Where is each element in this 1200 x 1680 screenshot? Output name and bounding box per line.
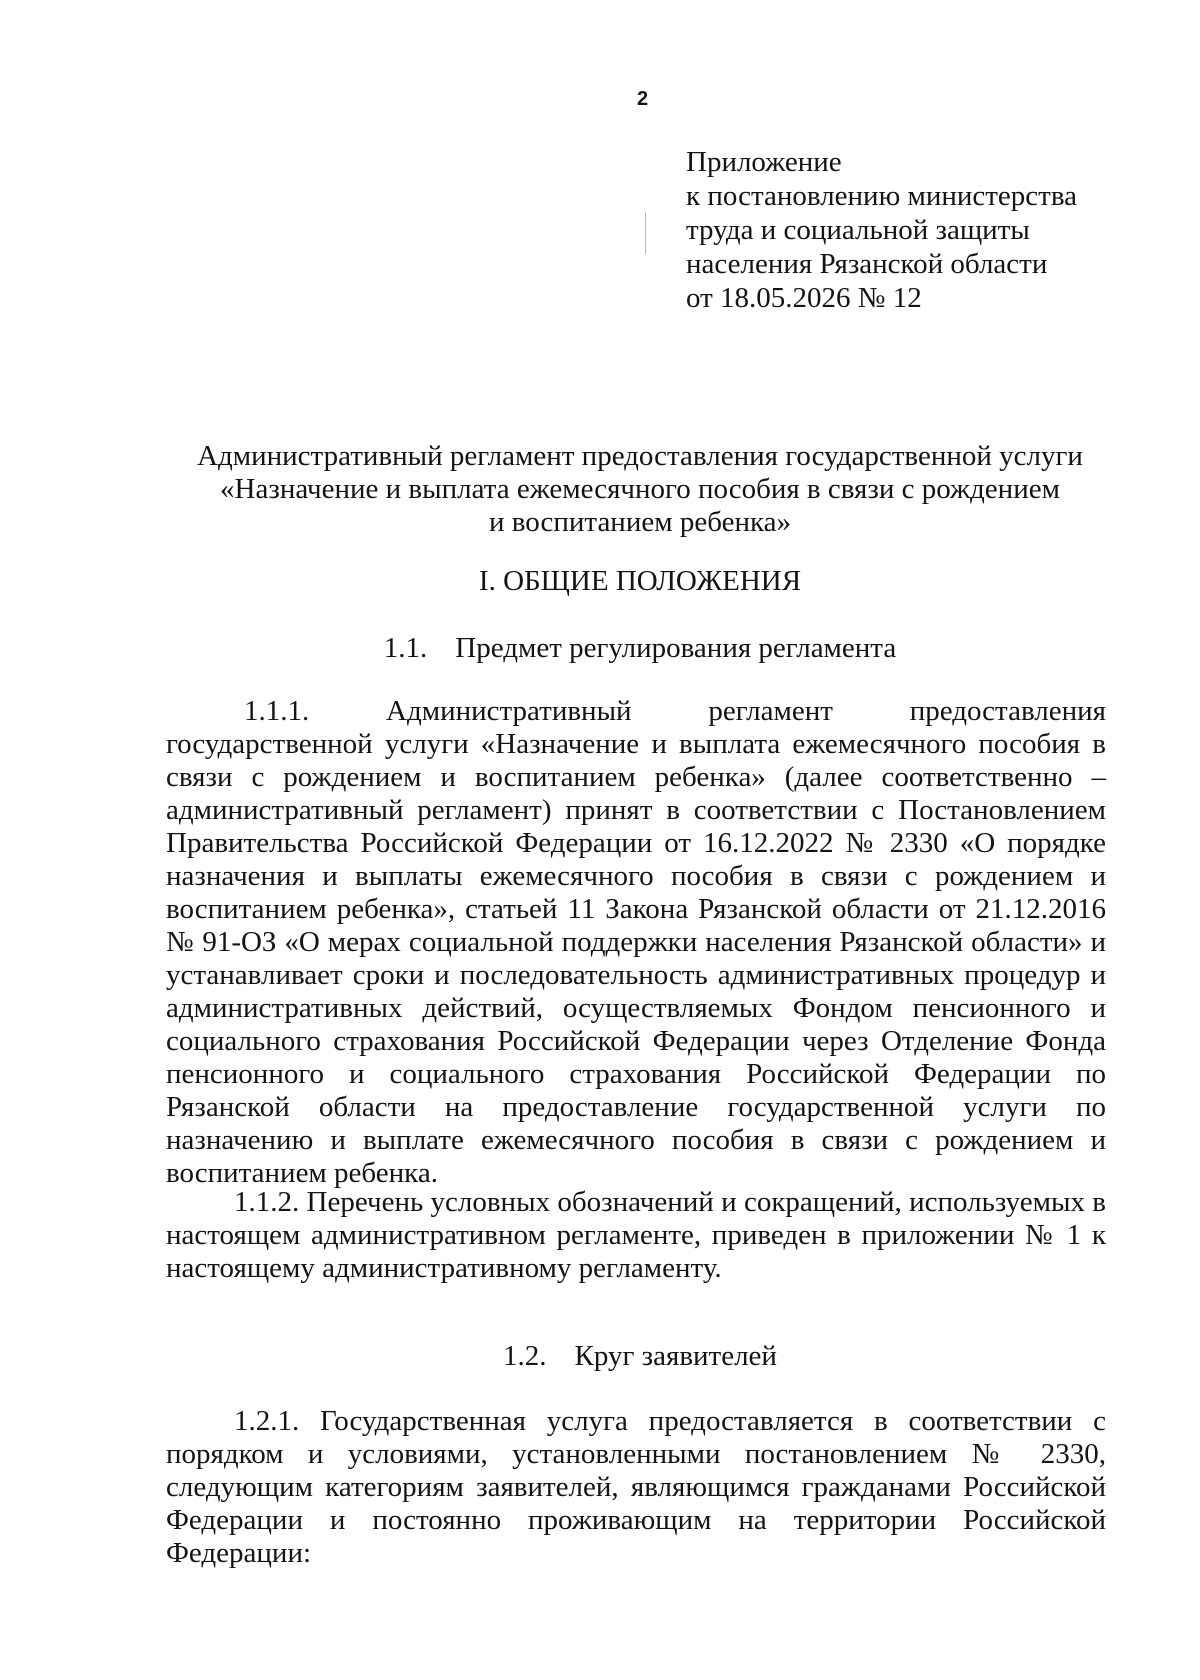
title-line: Административный регламент предоставления государственной услуги <box>197 440 1083 472</box>
section-heading: I. ОБЩИЕ ПОЛОЖЕНИЯ <box>478 565 802 597</box>
subsection-title: Круг заявителей <box>574 1340 777 1372</box>
appendix-line: от 18.05.2026 № 12 <box>686 282 922 314</box>
margin-mark <box>645 212 646 254</box>
appendix-line: к постановлению министерства <box>686 180 1078 212</box>
page-number: 2 <box>637 88 649 110</box>
paragraph-1-1-2: 1.1.2. Перечень условных обозначений и сокращений, используемых в настоящем административном регламенте, приведен в приложении № 1 к настоящему административному регламенту. <box>166 1186 1106 1284</box>
subsection-title: Предмет регулирования регламента <box>455 632 897 664</box>
subsection-heading <box>160 1340 1120 1373</box>
subsection-number: 1.2. <box>503 1340 547 1372</box>
paragraph-1-1-1: 1.1.1. Административный регламент предоставления государственной услуги «Назначение и выплата ежемесячного пособия в связи с рождением и воспитанием ребенка» (далее соответственно – административный регламент) принят в соответствии с Постановлением Правительства Российской Федерации от 16.12.2022 № 2330 «О порядке назначения и выплаты ежемесячного пособия в связи с рождением и воспитанием ребенка», статьей 11 Закона Рязанской области от 21.12.2016 № 91-ОЗ «О мерах социальной поддержки населения Рязанской области» и устанавливает сроки и последовательность административных процедур и административных действий, осуществляемых Фондом пенсионного и социального страхования Российской Федерации через Отделение Фонда пенсионного и социального страхования Российской Федерации по Рязанской области на предоставление государственной услуги по назначению и выплате ежемесячного пособия в связи с рождением и воспитанием ребенка. <box>166 695 1106 1189</box>
title-line: «Назначение и выплата ежемесячного пособия в связи с рождением <box>220 473 1060 505</box>
subsection-heading <box>160 632 1120 665</box>
paragraph-1-2-1: 1.2.1. Государственная услуга предоставляется в соответствии с порядком и условиями, установленными постановлением № 2330, следующим категориям заявителей, являющимся гражданами Российской Федерации и постоянно проживающим на территории Российской Федерации: <box>166 1405 1106 1569</box>
appendix-block <box>686 145 1146 315</box>
appendix-line: труда и социальной защиты <box>686 214 1030 246</box>
appendix-line: населения Рязанской области <box>686 248 1048 280</box>
subsection-number: 1.1. <box>383 632 428 664</box>
appendix-line: Приложение <box>686 146 842 178</box>
title-line: и воспитанием ребенка» <box>489 506 791 538</box>
document-title <box>160 440 1120 539</box>
